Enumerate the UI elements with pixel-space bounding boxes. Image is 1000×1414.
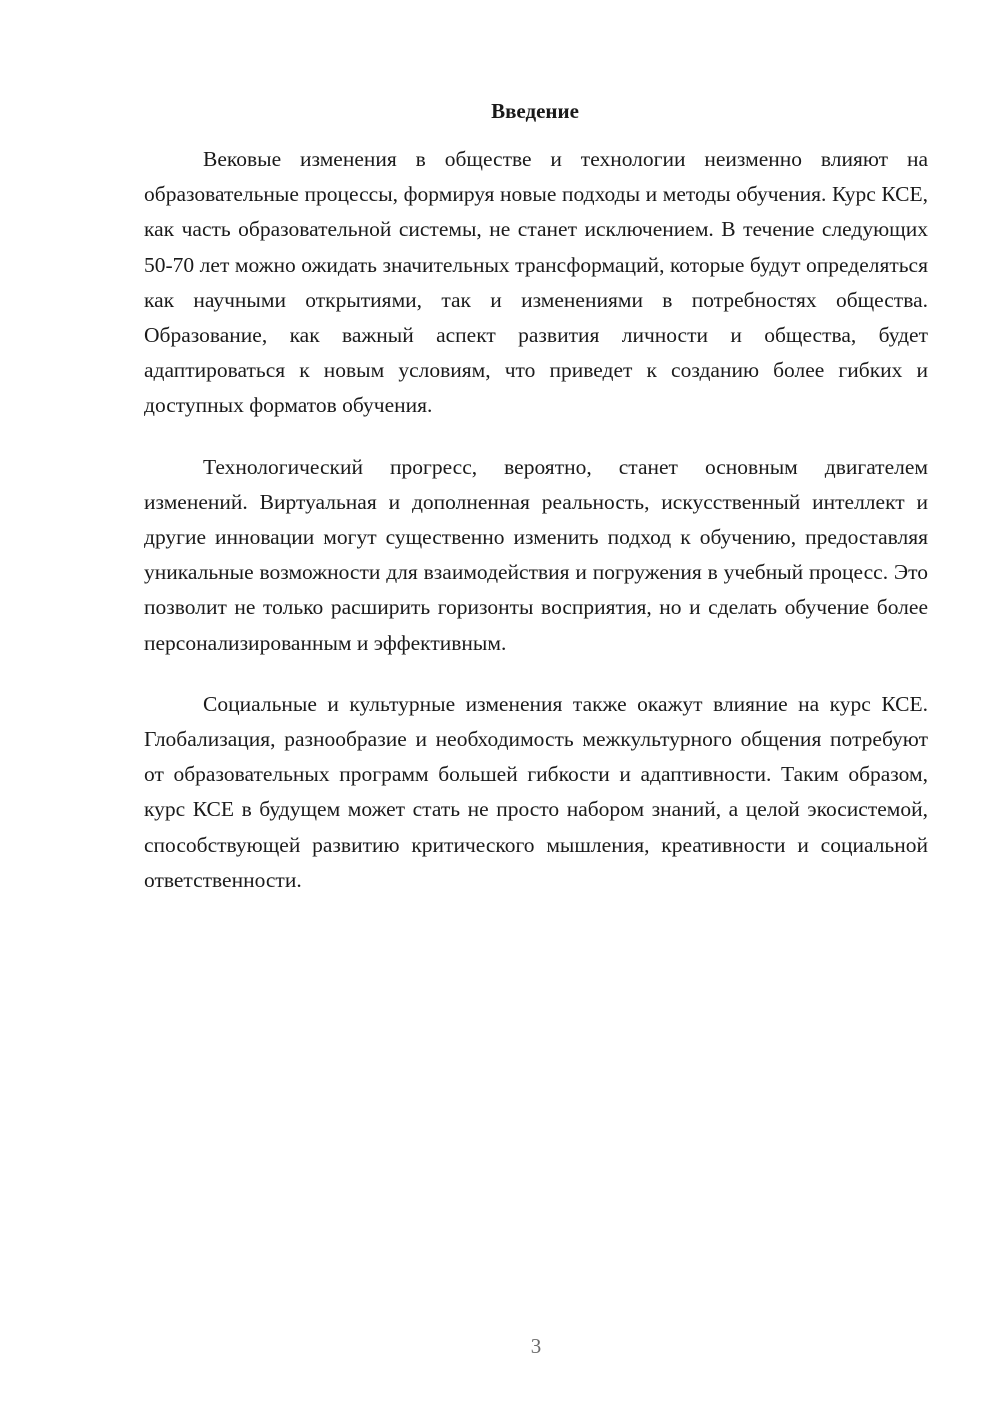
section-heading: Введение (491, 99, 579, 123)
page-number: 3 (530, 1334, 542, 1358)
body-text (144, 142, 928, 924)
paragraph-1: Вековые изменения в обществе и технологии неизменно влияют на образовательные процессы, формируя новые подходы и методы обучения. Курс КСЕ, как часть образовательной системы, не станет исключением. В течение следующих 50-70 лет можно ожидать значительных трансформаций, которые будут определяться как научными открытиями, так и изменениями в потребностях общества. Образование, как важный аспект развития личности и общества, будет адаптироваться к новым условиям, что приведет к созданию более гибких и доступных форматов обучения. (144, 147, 928, 418)
paragraph-3: Социальные и культурные изменения также окажут влияние на курс КСЕ. Глобализация, разнообразие и необходимость межкультурного общения потребуют от образовательных программ большей гибкости и адаптивности. Таким образом, курс КСЕ в будущем может стать не просто набором знаний, а целой экосистемой, способствующей развитию критического мышления, креативности и социальной ответственности. (144, 691, 928, 892)
paragraph-2: Технологический прогресс, вероятно, станет основным двигателем изменений. Виртуальная и дополненная реальность, искусственный интеллект и другие инновации могут существенно изменить подход к обучению, предоставляя уникальные возможности для взаимодействия и погружения в учебный процесс. Это позволит не только расширить горизонты восприятия, но и сделать обучение более персонализированным и эффективным. (144, 454, 928, 655)
